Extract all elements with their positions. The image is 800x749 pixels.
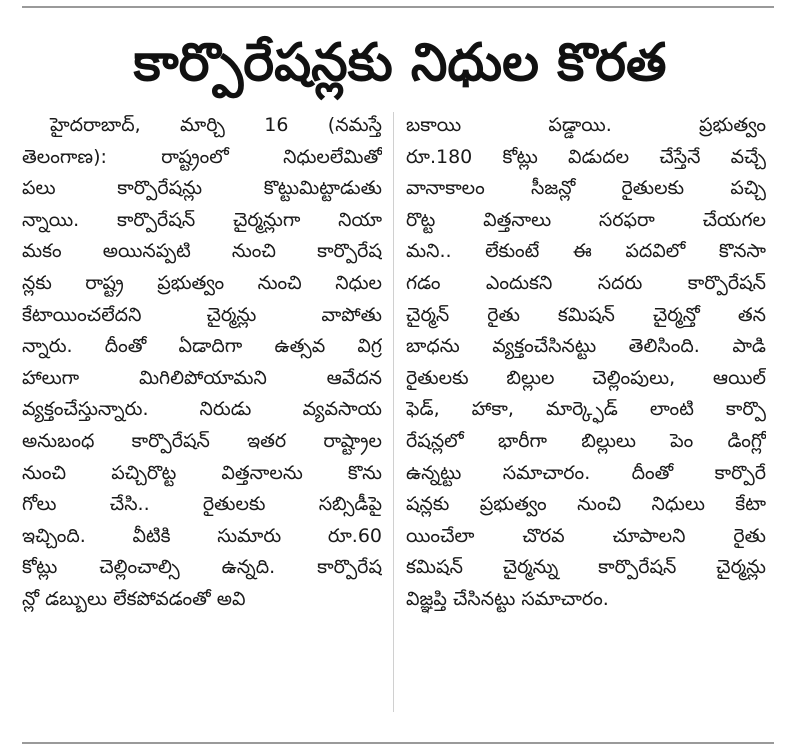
text-line: బాధను వ్యక్తంచేసినట్టు తెలిసింది. పాడి — [406, 335, 766, 358]
text-line: రూ.180 కోట్లు విడుదల చేస్తేనే వచ్చే — [406, 145, 766, 168]
text-line: బకాయి పడ్డాయి. ప్రభుత్వం — [406, 114, 766, 136]
text-line: న్నారు. దీంతో ఏడాదిగా ఉత్సవ విగ్ర — [22, 335, 382, 358]
text-line: పలు కార్పొరేషన్లు కొట్టుమిట్టాడుతు — [22, 177, 382, 200]
text-line: న్లకు రాష్ట్ర ప్రభుత్వం నుంచి నిధుల — [22, 271, 382, 294]
text-line: విజ్ఞప్తి చేసినట్టు సమాచారం. — [406, 587, 609, 610]
text-line: అనుబంధ కార్పొరేషన్ ఇతర రాష్ట్రాల — [22, 429, 382, 452]
text-line: ఫెడ్, హాకా, మార్క్ఫెడ్ లాంటి కార్పొ — [406, 398, 766, 421]
column-divider — [393, 112, 394, 712]
text-line: కేటాయించలేదని చైర్మన్లు వాపోతు — [22, 303, 382, 326]
text-line: రేషన్లలో భారీగా బిల్లులు పెం డింగ్లో — [406, 429, 766, 452]
text-line: గడం ఎందుకని సదరు కార్పొరేషన్ — [406, 271, 766, 294]
text-line: ఇచ్చింది. వీటికి సుమారు రూ.60 — [22, 524, 382, 547]
text-line: ఉన్నట్టు సమాచారం. దీంతో కార్పొరే — [406, 461, 766, 484]
text-line: వానాకాలం సీజన్లో రైతులకు పచ్చి — [406, 177, 766, 200]
text-line: న్లో డబ్బులు లేకపోవడంతో అవి — [22, 587, 246, 610]
text-line: తెలంగాణ): రాష్ట్రంలో నిధులలేమితో — [22, 145, 382, 168]
article-column-right — [406, 110, 766, 616]
text-line: కమిషన్ చైర్మన్ను కార్పొరేషన్ చైర్మన్లు — [406, 556, 766, 579]
top-rule — [22, 6, 774, 8]
headline: కార్పొరేషన్లకు నిధుల కొరత — [133, 33, 667, 93]
text-line: చైర్మన్ రైతు కమిషన్ చైర్మన్తో తన — [406, 303, 766, 326]
text-line: న్నాయి. కార్పొరేషన్ చైర్మన్లుగా నియా — [22, 208, 382, 231]
text-line: కోట్లు చెల్లించాల్సి ఉన్నది. కార్పొరేష — [22, 556, 382, 579]
text-line: గోలు చేసి.. రైతులకు సబ్సిడీపై — [22, 493, 382, 516]
text-line: రైతులకు బిల్లుల చెల్లింపులు, ఆయిల్ — [406, 366, 766, 389]
text-line: నుంచి పచ్చిరొట్ట విత్తనాలను కొను — [22, 461, 382, 484]
text-line: షన్లకు ప్రభుత్వం నుంచి నిధులు కేటా — [406, 493, 766, 516]
text-line: రొట్ట విత్తనాలు సరఫరా చేయగల — [406, 208, 766, 231]
bottom-rule — [22, 742, 774, 744]
text-line: హాలుగా మిగిలిపోయామని ఆవేదన — [22, 366, 382, 389]
text-line: యించేలా చొరవ చూపాలని రైతు — [406, 524, 766, 547]
text-line: మని.. లేకుంటే ఈ పదవిలో కొనసా — [406, 240, 766, 263]
text-line: హైదరాబాద్, మార్చి 16 (నమస్తే — [50, 114, 382, 136]
text-line: వ్యక్తంచేస్తున్నారు. నిరుడు వ్యవసాయ — [22, 398, 382, 421]
text-line: మకం అయినప్పటి నుంచి కార్పొరేష — [22, 240, 382, 263]
article-column-left — [22, 110, 382, 616]
